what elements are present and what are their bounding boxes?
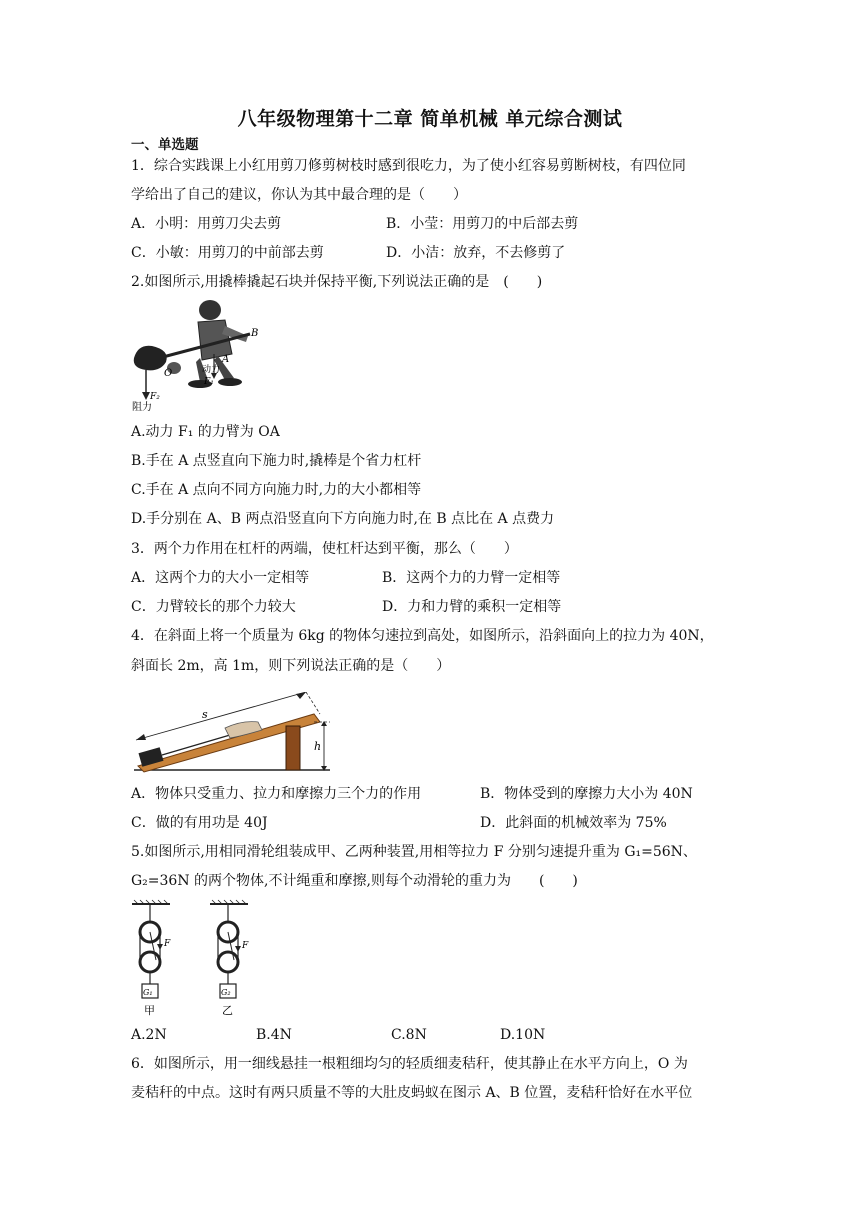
fig-label-f-right: F [242, 941, 249, 951]
q2-option-a: A.动力 F₁ 的力臂为 OA [131, 424, 280, 440]
q1-option-d: D．小洁：放弃，不去修剪了 [386, 245, 566, 261]
fig-label-yi: 乙 [222, 1004, 233, 1017]
q1-option-c: C．小敏：用剪刀的中前部去剪 [131, 245, 324, 261]
q2-option-c: C.手在 A 点向不同方向施力时,力的大小都相等 [131, 482, 422, 498]
section-heading: 一、单选题 [131, 137, 199, 153]
q1-option-b: B．小莹：用剪刀的中后部去剪 [386, 216, 579, 232]
fig-label-jia: 甲 [144, 1004, 155, 1017]
q5-stem-line1: 5.如图所示,用相同滑轮组装成甲、乙两种装置,用相等拉力 F 分别匀速提升重为 G₁=56N、 [131, 844, 697, 860]
fig-label-f1: F₁ [204, 377, 214, 387]
q2-option-d: D.手分别在 A、B 两点沿竖直向下方向施力时,在 B 点比在 A 点费力 [131, 511, 555, 527]
q5-stem-line2: G₂=36N 的两个物体,不计绳重和摩擦,则每个动滑轮的重力为 ( ) [131, 873, 578, 889]
q2-stem: 2.如图所示,用撬棒撬起石块并保持平衡,下列说法正确的是 ( ) [131, 274, 543, 290]
incline-figure [130, 692, 335, 774]
q4-option-c: C．做的有用功是 40J [131, 815, 268, 831]
q3-stem: 3．两个力作用在杠杆的两端，使杠杆达到平衡，那么（ ） [131, 541, 518, 557]
q4-stem-line2: 斜面长 2m，高 1m，则下列说法正确的是（ ） [131, 658, 451, 674]
page-title: 八年级物理第十二章 简单机械 单元综合测试 [237, 108, 623, 130]
q5-option-b: B.4N [256, 1027, 292, 1043]
q4-option-a: A．物体只受重力、拉力和摩擦力三个力的作用 [131, 786, 422, 802]
q2-option-b: B.手在 A 点竖直向下施力时,撬棒是个省力杠杆 [131, 453, 422, 469]
q4-stem-line1: 4．在斜面上将一个质量为 6kg 的物体匀速拉到高处，如图所示，沿斜面向上的拉力为 40N， [131, 628, 714, 644]
fig-label-f-left: F [164, 939, 171, 949]
fig-label-g2: G₂ [221, 988, 231, 997]
pulley-figure [128, 898, 253, 1020]
q3-option-a: A．这两个力的大小一定相等 [131, 570, 310, 586]
fig-label-f2: F₂ [150, 392, 160, 402]
fig-label-b: B [251, 328, 259, 339]
crowbar-figure [130, 296, 265, 414]
q4-option-d: D．此斜面的机械效率为 75% [480, 815, 667, 831]
q1-stem-line1: 1．综合实践课上小红用剪刀修剪树枝时感到很吃力，为了使小红容易剪断树枝，有四位同 [131, 158, 686, 174]
q1-option-a: A．小明：用剪刀尖去剪 [131, 216, 282, 232]
fig-label-g1: G₁ [143, 988, 153, 997]
q3-option-c: C．力臂较长的那个力较大 [131, 599, 296, 615]
q5-option-c: C.8N [391, 1027, 427, 1043]
fig-label-a: A [222, 354, 230, 365]
q1-stem-line2: 学给出了自己的建议，你认为其中最合理的是（ ） [131, 187, 467, 203]
q5-option-a: A.2N [131, 1027, 167, 1043]
q6-stem-line2: 麦秸秆的中点。这时有两只质量不等的大肚皮蚂蚁在图示 A、B 位置，麦秸秆恰好在水平位 [131, 1085, 693, 1101]
fig-label-zuli: 阻力 [132, 402, 152, 413]
q5-option-d: D.10N [500, 1027, 546, 1043]
fig-label-h: h [314, 740, 322, 753]
fig-label-o: O [164, 368, 173, 379]
q3-option-d: D．力和力臂的乘积一定相等 [382, 599, 562, 615]
fig-label-s: s [202, 708, 208, 721]
q4-option-b: B．物体受到的摩擦力大小为 40N [480, 786, 693, 802]
q6-stem-line1: 6．如图所示，用一细线悬挂一根粗细均匀的轻质细麦秸秆，使其静止在水平方向上，O 为 [131, 1056, 688, 1072]
fig-label-dongli: 动力 [202, 365, 221, 375]
q3-option-b: B．这两个力的力臂一定相等 [382, 570, 561, 586]
